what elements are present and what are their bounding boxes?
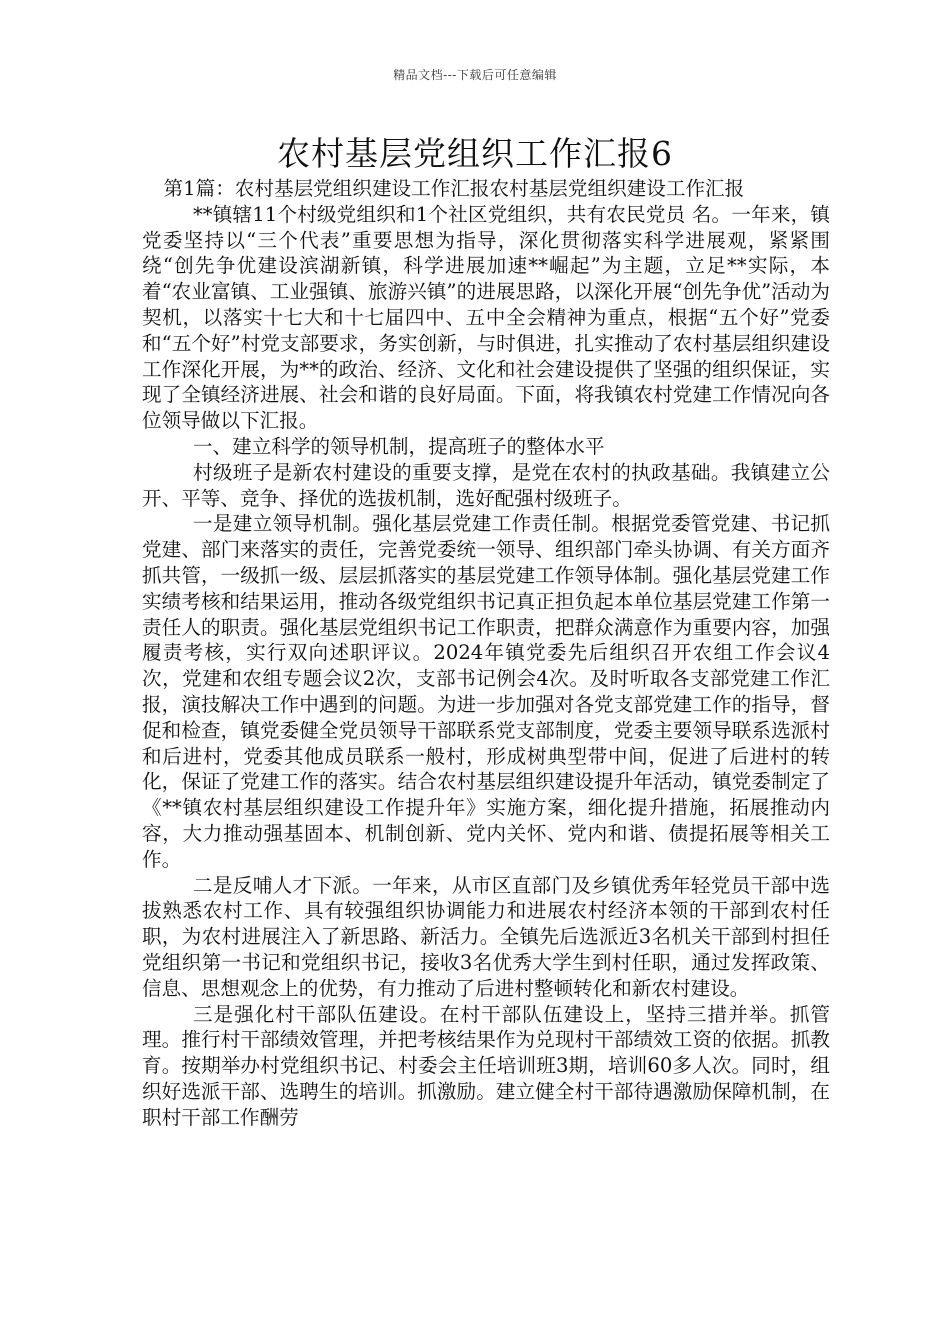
document-title: 农村基层党组织工作汇报6 [277, 134, 673, 173]
paragraph-intro: **镇辖11个村级党组织和1个社区党组织，共有农民党员 名。一年来，镇党委坚持以“三个代表”重要思想为指导，深化贯彻落实科学进展观，紧紧围绕“创先争优建设滨湖新镇，科学进展加速**崛起”为主题，立足**实际，本着“农业富镇、工业强镇、旅游兴镇”的进展思路，以深化开展“创先争优”活动为契机，以落实十七大和十七届四中、五中全会精神为重点，根据“五个好”党委和“五个好”村党支部要求，务实创新，与时俱进，扎实推动了农村基层组织建设工作深化开展，为**的政治、经济、文化和社会建设提供了坚强的组织保证，实现了全镇经济进展、社会和谐的良好局面。下面，将我镇农村党建工作情况向各位领导做以下汇报。 [142, 202, 830, 433]
paragraph-village-teams: 村级班子是新农村建设的重要支撑，是党在农村的执政基础。我镇建立公开、平等、竞争、择优的选拔机制，选好配强村级班子。 [142, 460, 830, 510]
header-note: 精品文档---下载后可任意编辑 [393, 68, 557, 82]
section-heading-part1: 第1篇：农村基层党组织建设工作汇报农村基层党组织建设工作汇报 [163, 177, 745, 200]
section-heading-1: 一、建立科学的领导机制，提高班子的整体水平 [192, 434, 605, 458]
paragraph-talent-dispatch: 二是反哺人才下派。一年来，从市区直部门及乡镇优秀年轻党员干部中选拔熟悉农村工作、具有较强组织协调能力和进展农村经济本领的干部到农村任职，为农村进展注入了新思路、新活力。全镇先后选派近3名机关干部到村担任党组织第一书记和党组织书记，接收3名优秀大学生到村任职，通过发挥政策、信息、思想观念上的优势，有力推动了后进村整顿转化和新农村建设。 [142, 873, 830, 1000]
document-body [142, 176, 830, 1130]
paragraph-leadership-mechanism: 一是建立领导机制。强化基层党建工作责任制。根据党委管党建、书记抓党建、部门来落实的责任，完善党委统一领导、组织部门牵头协调、有关方面齐抓共管，一级抓一级、层层抓落实的基层党建工作领导体制。强化基层党建工作实绩考核和结果运用，推动各级党组织书记真正担负起本单位基层党建工作第一责任人的职责。强化基层党组织书记工作职责，把群众满意作为重要内容，加强履责考核，实行双向述职评议。2024年镇党委先后组织召开农组工作会议4次，党建和农组专题会议2次，支部书记例会4次。及时听取各支部党建工作汇报，演技解决工作中遇到的问题。为进一步加强对各党支部党建工作的指导，督促和检查，镇党委健全党员领导干部联系党支部制度，党委主要领导联系选派村和后进村，党委其他成员联系一般村，形成树典型带中间，促进了后进村的转化，保证了党建工作的落实。结合农村基层组织建设提升年活动，镇党委制定了《**镇农村基层组织建设工作提升年》实施方案，细化提升措施，拓展推动内容，大力推动强基固本、机制创新、党内关怀、党内和谐、债提拓展等相关工作。 [142, 512, 830, 871]
paragraph-cadre-building: 三是强化村干部队伍建设。在村干部队伍建设上，坚持三措并举。抓管理。推行村干部绩效管理，并把考核结果作为兑现村干部绩效工资的依据。抓教育。按期举办村党组织书记、村委会主任培训班3期，培训60多人次。同时，组织好选派干部、选聘生的培训。抓激励。建立健全村干部待遇激励保障机制，在职村干部工作酬劳 [142, 1002, 830, 1129]
